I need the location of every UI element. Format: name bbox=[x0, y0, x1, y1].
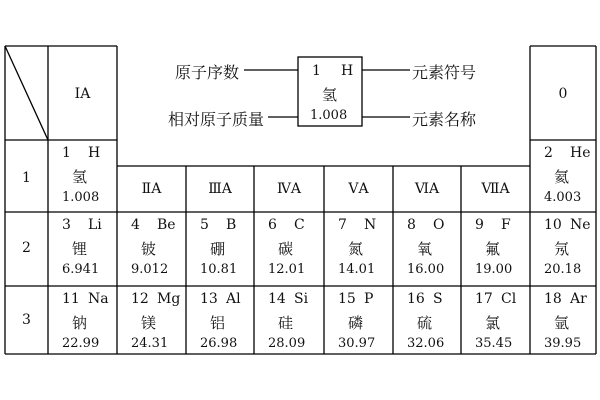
legend-sample-name: 氢 bbox=[322, 86, 338, 104]
element-name: 氩 bbox=[554, 314, 570, 332]
element-number: 18 bbox=[544, 291, 562, 307]
element-symbol: Si bbox=[294, 291, 309, 307]
element-symbol: Ne bbox=[570, 217, 591, 233]
legend-symbol-label: 元素符号 bbox=[412, 63, 477, 82]
element-mass: 39.95 bbox=[544, 336, 582, 351]
element-mass: 22.99 bbox=[62, 336, 100, 351]
element-mass: 12.01 bbox=[268, 262, 306, 277]
element-name: 氢 bbox=[72, 168, 88, 186]
element-name: 氟 bbox=[485, 240, 501, 258]
element-mass: 32.06 bbox=[407, 336, 445, 351]
legend-sample-symbol: H bbox=[341, 63, 354, 79]
legend-atomic-mass-label: 相对原子质量 bbox=[168, 110, 265, 129]
element-symbol: Ar bbox=[570, 291, 587, 307]
element-number: 6 bbox=[268, 217, 277, 233]
element-mass: 16.00 bbox=[407, 262, 445, 277]
element-number: 12 bbox=[131, 291, 149, 307]
element-symbol: Cl bbox=[501, 291, 517, 307]
period-label-2: 2 bbox=[22, 240, 31, 256]
element-mass: 28.09 bbox=[268, 336, 306, 351]
element-number: 3 bbox=[62, 217, 71, 233]
group-header-iiia: ⅢA bbox=[208, 181, 232, 197]
element-mass: 10.81 bbox=[200, 262, 238, 277]
element-mass: 24.31 bbox=[131, 336, 169, 351]
element-number: 2 bbox=[544, 145, 553, 161]
element-name: 氯 bbox=[485, 314, 501, 332]
element-number: 7 bbox=[338, 217, 347, 233]
element-symbol: Li bbox=[88, 217, 102, 233]
element-number: 9 bbox=[475, 217, 484, 233]
element-symbol: Al bbox=[226, 291, 241, 307]
element-symbol: F bbox=[501, 217, 511, 233]
element-symbol: B bbox=[226, 217, 237, 233]
element-name: 氮 bbox=[348, 240, 364, 258]
group-header-via: ⅥA bbox=[414, 181, 440, 197]
element-number: 4 bbox=[131, 217, 140, 233]
element-mass: 1.008 bbox=[62, 190, 100, 205]
element-mass: 4.003 bbox=[544, 190, 582, 205]
element-number: 10 bbox=[544, 217, 562, 233]
group-header-0: 0 bbox=[558, 86, 568, 102]
legend-sample-mass: 1.008 bbox=[310, 108, 348, 123]
element-mass: 30.97 bbox=[338, 336, 376, 351]
element-symbol: P bbox=[364, 291, 374, 307]
element-symbol: H bbox=[88, 145, 101, 161]
element-name: 硼 bbox=[210, 240, 226, 258]
element-mass: 20.18 bbox=[544, 262, 582, 277]
element-name: 硫 bbox=[417, 314, 433, 332]
element-number: 5 bbox=[200, 217, 209, 233]
element-name: 磷 bbox=[348, 314, 364, 332]
element-number: 14 bbox=[268, 291, 286, 307]
group-header-ia: IA bbox=[74, 86, 91, 102]
element-mass: 19.00 bbox=[475, 262, 513, 277]
element-number: 8 bbox=[407, 217, 416, 233]
legend-sample-number: 1 bbox=[312, 63, 321, 79]
element-name: 氖 bbox=[554, 240, 570, 258]
element-number: 1 bbox=[62, 145, 71, 161]
element-name: 氧 bbox=[417, 240, 433, 258]
element-symbol: C bbox=[294, 217, 305, 233]
element-name: 铝 bbox=[210, 314, 226, 332]
element-name: 铍 bbox=[141, 240, 157, 258]
element-symbol: N bbox=[364, 217, 377, 233]
period-label-3: 3 bbox=[22, 312, 31, 328]
element-number: 15 bbox=[338, 291, 356, 307]
element-name: 镁 bbox=[141, 314, 157, 332]
element-name: 硅 bbox=[278, 314, 294, 332]
element-mass: 9.012 bbox=[131, 262, 169, 277]
element-name: 锂 bbox=[72, 240, 88, 258]
element-mass: 6.941 bbox=[62, 262, 100, 277]
element-name: 氦 bbox=[554, 168, 570, 186]
group-header-va: ⅤA bbox=[348, 181, 369, 197]
group-header-viia: ⅦA bbox=[481, 181, 510, 197]
element-name: 碳 bbox=[278, 240, 294, 258]
element-symbol: Be bbox=[157, 217, 176, 233]
element-symbol: Na bbox=[88, 291, 109, 307]
element-symbol: He bbox=[570, 145, 591, 161]
element-number: 16 bbox=[407, 291, 425, 307]
period-label-1: 1 bbox=[22, 170, 31, 186]
group-header-iia: ⅡA bbox=[141, 181, 162, 197]
element-number: 13 bbox=[200, 291, 218, 307]
element-number: 11 bbox=[62, 291, 80, 307]
element-name: 钠 bbox=[72, 314, 88, 332]
element-number: 17 bbox=[475, 291, 493, 307]
group-header-iva: ⅣA bbox=[276, 181, 302, 197]
legend-atomic-number-label: 原子序数 bbox=[175, 63, 240, 82]
element-symbol: O bbox=[433, 217, 445, 233]
element-mass: 35.45 bbox=[475, 336, 513, 351]
element-symbol: Mg bbox=[157, 291, 181, 307]
element-symbol: S bbox=[433, 291, 443, 307]
element-mass: 14.01 bbox=[338, 262, 376, 277]
element-mass: 26.98 bbox=[200, 336, 238, 351]
legend-name-label: 元素名称 bbox=[412, 110, 477, 129]
